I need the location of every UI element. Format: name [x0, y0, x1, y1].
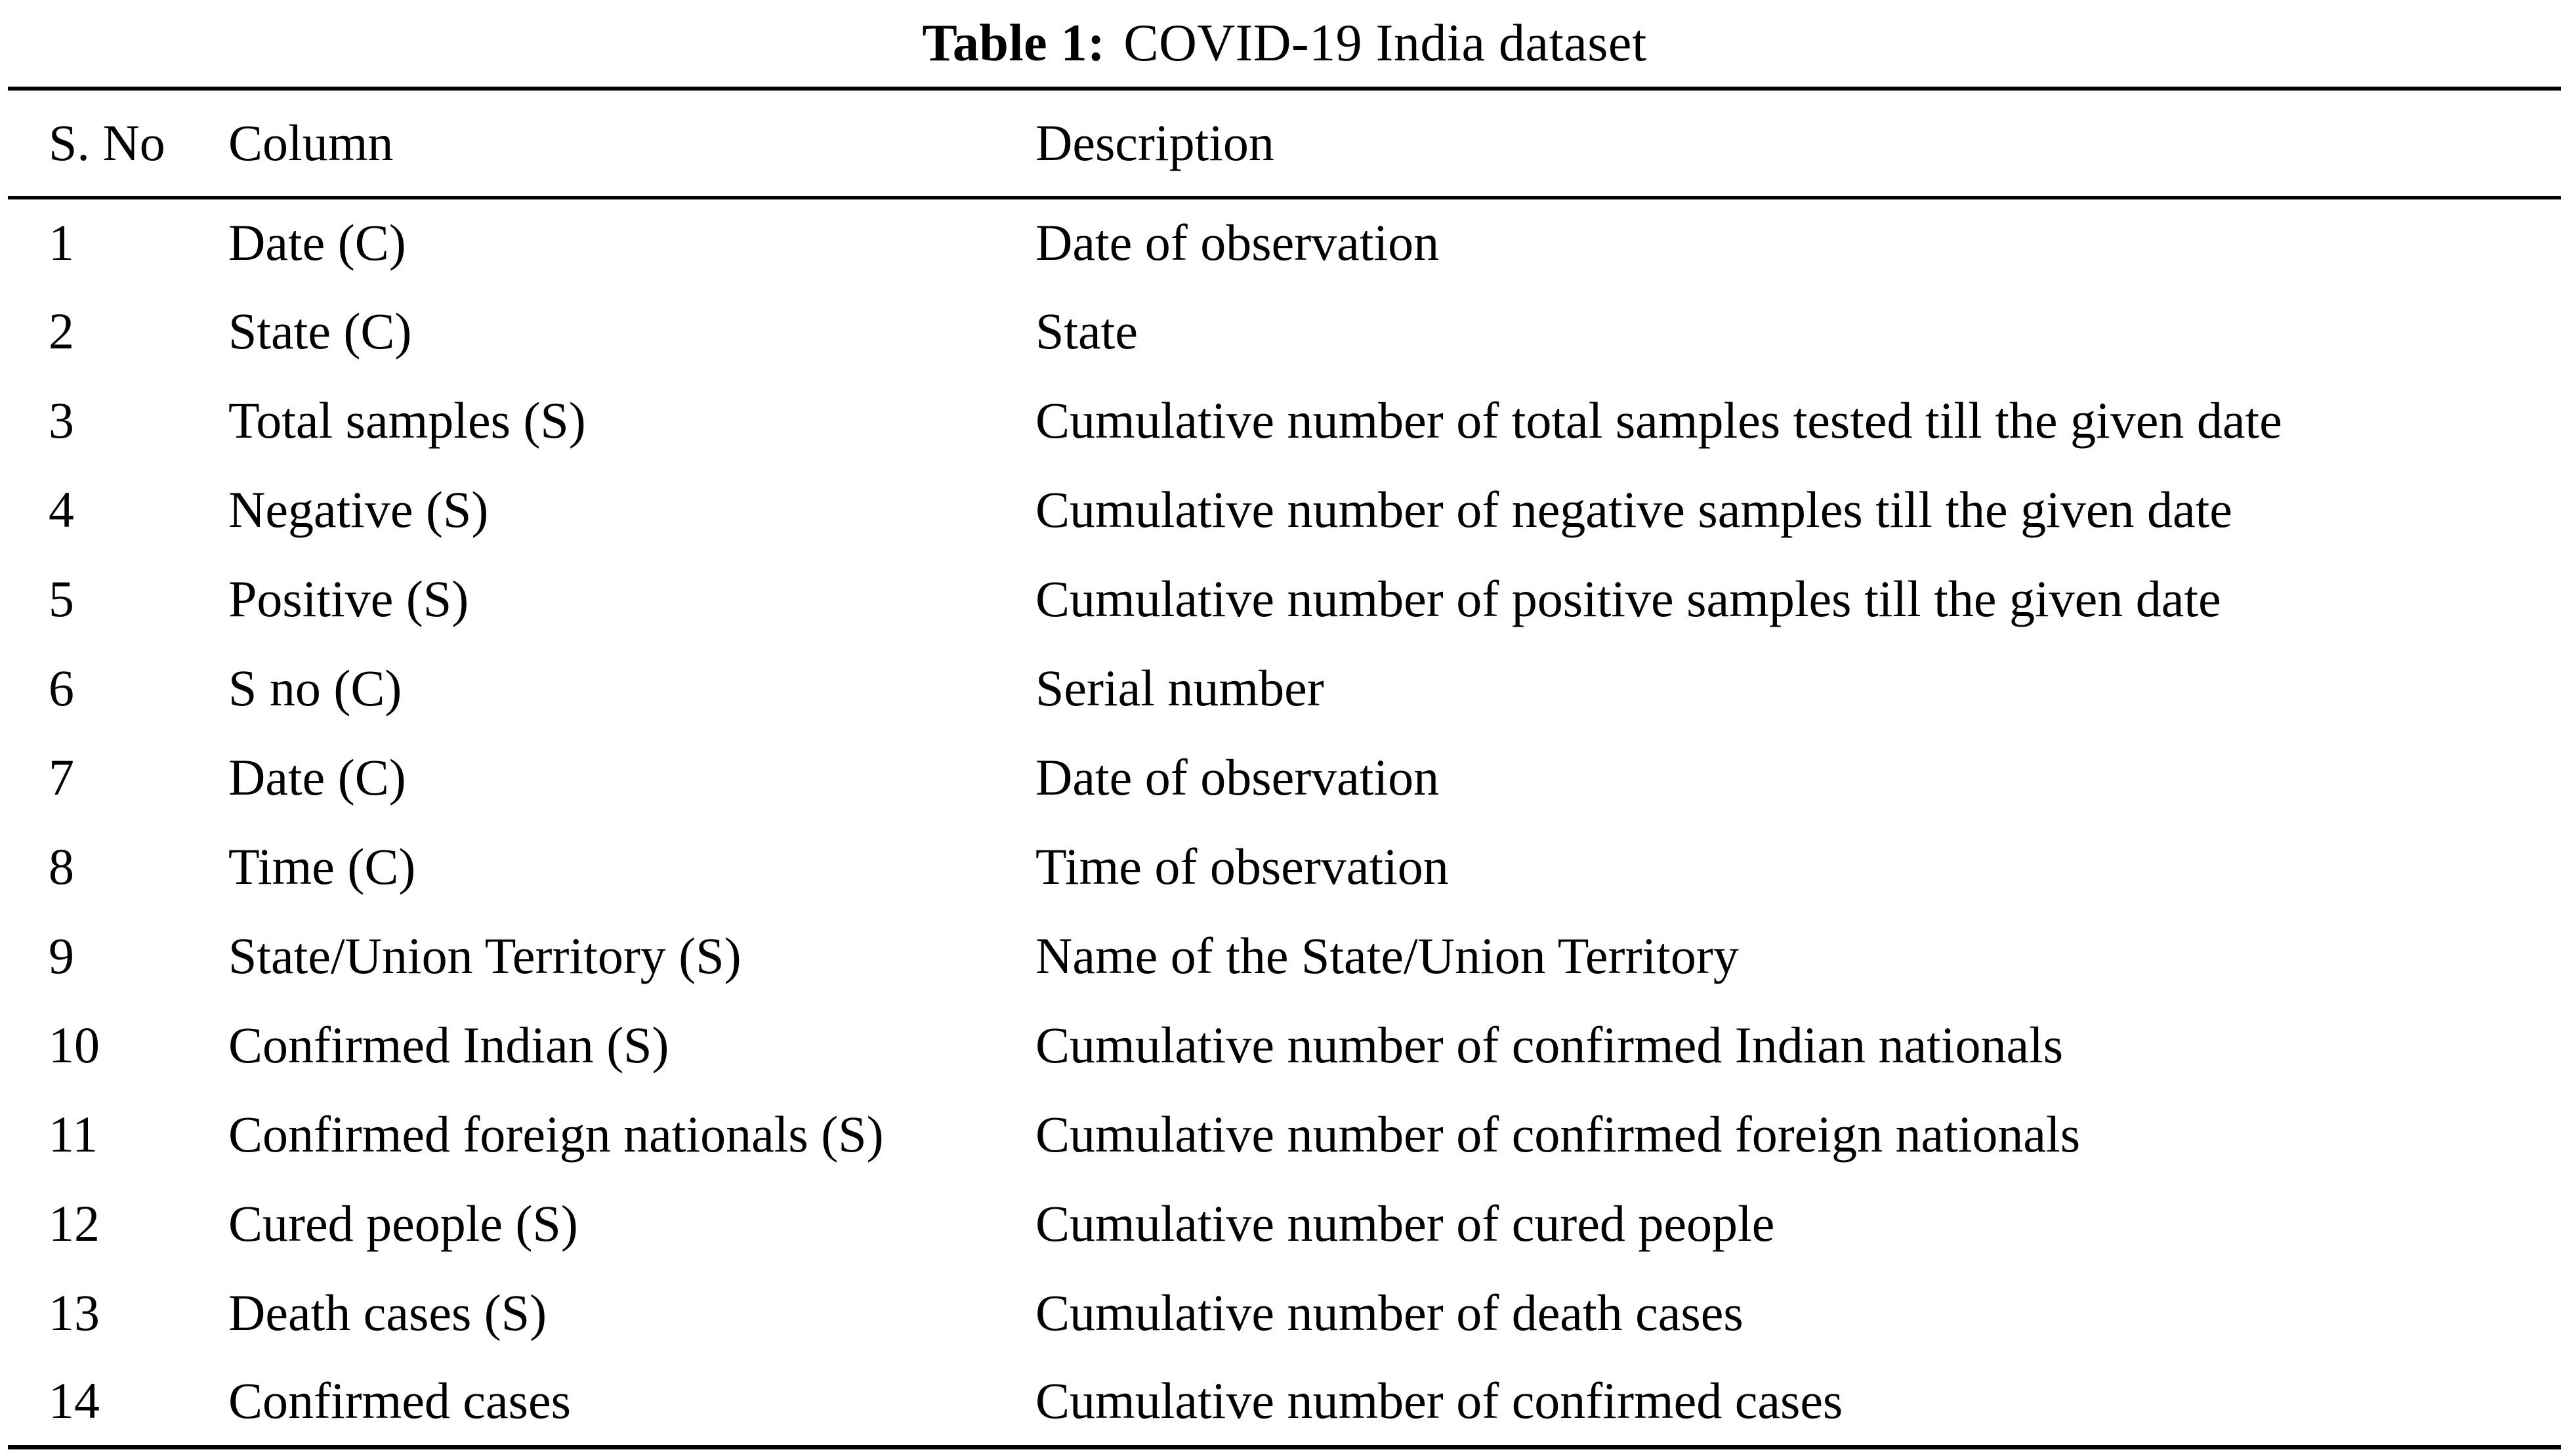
table-row [8, 1001, 2561, 1090]
sno-cell: 2 [49, 302, 74, 360]
sno-cell: 6 [49, 659, 74, 717]
column-cell: S no (C) [228, 659, 402, 717]
table-caption-text: COVID-19 India dataset [1123, 14, 1647, 72]
table-header-row [8, 89, 2561, 198]
column-cell: Confirmed cases [228, 1372, 572, 1430]
sno-cell: 4 [49, 481, 74, 538]
sno-cell: 1 [49, 214, 74, 272]
dataset-table [8, 87, 2561, 1449]
sno-cell: 12 [49, 1195, 100, 1252]
description-cell: Cumulative number of confirmed cases [1035, 1372, 1843, 1430]
table-caption [8, 0, 2561, 87]
description-cell: Name of the State/Union Territory [1035, 927, 1739, 984]
sno-cell: 7 [49, 749, 74, 806]
description-cell: Date of observation [1035, 749, 1440, 806]
column-cell: Negative (S) [228, 481, 489, 538]
description-cell: Cumulative number of negative samples till the given date [1035, 481, 2232, 538]
table-row [8, 1358, 2561, 1447]
sno-cell: 8 [49, 838, 74, 895]
description-cell: State [1035, 302, 1138, 360]
table-row [8, 554, 2561, 644]
sno-cell: 11 [49, 1106, 98, 1163]
description-cell: Date of observation [1035, 214, 1440, 272]
column-cell: Death cases (S) [228, 1284, 547, 1341]
sno-cell: 10 [49, 1016, 100, 1073]
header-sno: S. No [8, 89, 228, 198]
column-cell: State/Union Territory (S) [228, 927, 741, 984]
header-column: Column [228, 89, 1035, 198]
table-row [8, 1179, 2561, 1268]
table-row [8, 733, 2561, 822]
table-row [8, 1090, 2561, 1179]
table-row [8, 465, 2561, 554]
description-cell: Cumulative number of confirmed Indian nationals [1035, 1016, 2064, 1073]
column-cell: Date (C) [228, 749, 406, 806]
sno-cell: 9 [49, 927, 74, 984]
table-body [8, 198, 2561, 1447]
table-row [8, 287, 2561, 376]
header-description: Description [1035, 89, 2561, 198]
column-cell: Cured people (S) [228, 1195, 578, 1252]
sno-cell: 13 [49, 1284, 100, 1341]
description-cell: Cumulative number of cured people [1035, 1195, 1775, 1252]
column-cell: Total samples (S) [228, 392, 586, 449]
column-cell: Confirmed Indian (S) [228, 1016, 669, 1073]
column-cell: Confirmed foreign nationals (S) [228, 1106, 884, 1163]
table-row [8, 1268, 2561, 1358]
description-cell: Cumulative number of death cases [1035, 1284, 1744, 1341]
description-cell: Time of observation [1035, 838, 1449, 895]
description-cell: Cumulative number of confirmed foreign nationals [1035, 1106, 2081, 1163]
table-row [8, 376, 2561, 465]
column-cell: State (C) [228, 302, 412, 360]
column-cell: Positive (S) [228, 570, 469, 627]
description-cell: Serial number [1035, 659, 1324, 717]
sno-cell: 14 [49, 1372, 100, 1430]
table-caption-label: Table 1: [922, 14, 1106, 72]
table-row [8, 911, 2561, 1001]
description-cell: Cumulative number of total samples tested till the given date [1035, 392, 2282, 449]
column-cell: Date (C) [228, 214, 406, 272]
table-row [8, 644, 2561, 733]
table-row [8, 822, 2561, 911]
column-cell: Time (C) [228, 838, 416, 895]
table-row [8, 198, 2561, 287]
description-cell: Cumulative number of positive samples till the given date [1035, 570, 2221, 627]
table-header [8, 89, 2561, 198]
sno-cell: 3 [49, 392, 74, 449]
sno-cell: 5 [49, 570, 74, 627]
